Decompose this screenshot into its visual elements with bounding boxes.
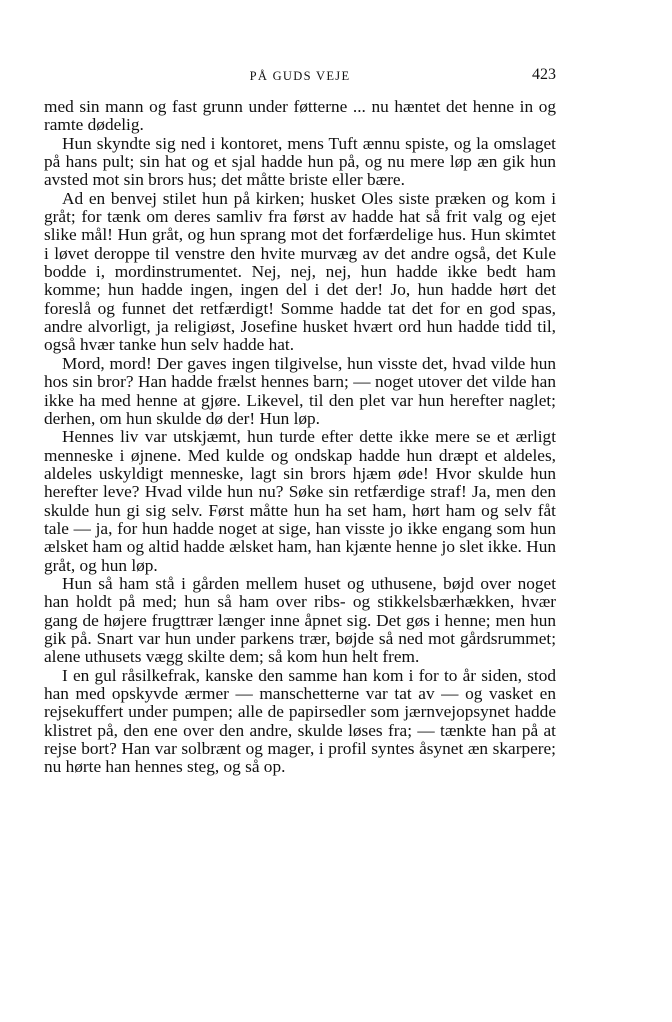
paragraph-1: med sin mann og fast grunn under føtterne ... nu hæntet det henne in og ramte dødelig.: [44, 97, 556, 135]
body-text: [44, 98, 556, 777]
paragraph-3: Ad en benvej stilet hun på kirken; husket Oles siste præken og kom i gråt; for tænk om deres samliv fra først av hadde hat så frit valg og ejet slike mål! Hun gråt, og hun sprang mot det forfærdelige hus. Hun skimtet i løvet deroppe til venstre den hvite murvæg av det andre også, det Kule bodde i, mordinstrumentet. Nej, nej, nej, hun hadde ikke bedt ham komme; hun hadde ingen, ingen del i det der! Jo, hun hadde hørt det foreslå og funnet det retfærdigt! Somme hadde tat det for en god spas, andre alvorligt, ja religiøst, Josefine husket hvært ord hun hadde tidd til, også hvær tanke hun selv hadde hat.: [44, 188, 556, 355]
page-number: 423: [532, 66, 556, 83]
page-header: [44, 66, 556, 86]
running-title: PÅ GUDS VEJE: [249, 69, 351, 83]
paragraph-4: Mord, mord! Der gaves ingen tilgivelse, hun visste det, hvad vilde hun hos sin bror? Han hadde frælst hennes barn; — noget utover det vilde han ikke ha med henne at gjøre. Likevel, til den plet var hun herefter naglet; derhen, om hun skulde dø der! Hun løp.: [44, 353, 556, 428]
paragraph-6: Hun så ham stå i gården mellem huset og uthusene, bøjd over noget han holdt på med; hun så ham over ribs- og stikkelsbærhækken, hvær gang de højere frugttrær længer inne åpnet sig. Det gøs i henne; men hun gik på. Snart var hun under parkens trær, bøjde så ned mot gårdsrummet; alene uthusets vægg skilte dem; så kom hun helt frem.: [44, 573, 556, 667]
paragraph-7: I en gul råsilkefrak, kanske den samme han kom i for to år siden, stod han med opskyvde ærmer — manschetterne var tat av — og vasket en rejsekuffert under pumpen; alle de papirsedler som jærnvejopsynet hadde klistret på, den ene over den andre, skulde løses fra; — tænkte han på at rejse bort? Han var solbrænt og mager, i profil syntes åsynet æn skarpere; nu hørte han hennes steg, og så op.: [44, 665, 556, 777]
paragraph-2: Hun skyndte sig ned i kontoret, mens Tuft ænnu spiste, og la omslaget på hans pult; sin hat og et sjal hadde hun på, og nu mere løp æn gik hun avsted mot sin brors hus; det måtte briste eller bære.: [44, 133, 556, 190]
paragraph-5: Hennes liv var utskjæmt, hun turde efter dette ikke mere se et ærligt menneske i øjnene. Med kulde og ondskap hadde hun dræpt et aldeles, aldeles uskyldigt menneske, lagt sin brors hjæm øde! Hvor skulde hun herefter leve? Hvad vilde hun nu? Søke sin retfærdige straf! Ja, men den skulde hun gi sig selv. Først måtte hun ha set ham, hørt ham og selv fåt tale — ja, for hun hadde noget at sige, han visste jo ikke engang som hun ælsket ham og altid hadde ælsket ham, han kjænte henne jo slet ikke. Hun gråt, og hun løp.: [44, 427, 556, 575]
